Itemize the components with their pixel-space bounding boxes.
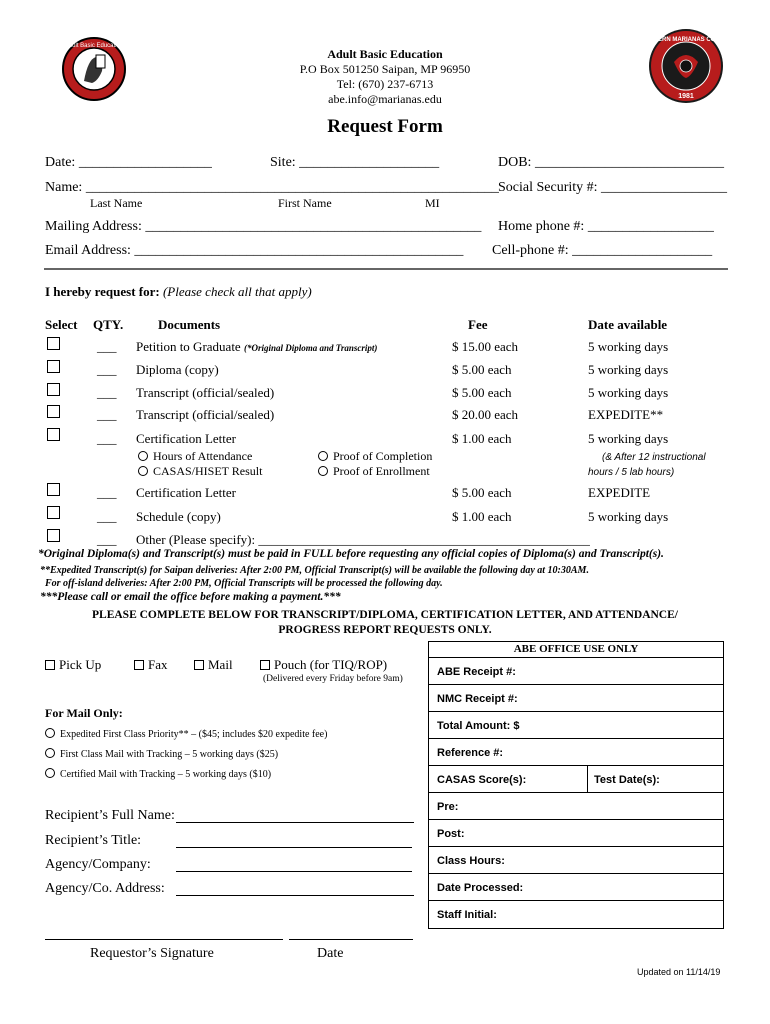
option-label: Proof of Enrollment bbox=[333, 464, 430, 478]
select-checkbox[interactable] bbox=[47, 428, 60, 441]
request-note: (Please check all that apply) bbox=[162, 284, 312, 299]
mi-label: MI bbox=[425, 196, 440, 210]
mail-option-label: Certified Mail with Tracking – 5 working days ($10) bbox=[60, 769, 272, 780]
other-specify-field[interactable]: Other (Please specify): ___________________________________________________ bbox=[136, 532, 590, 547]
office-date-processed bbox=[429, 874, 723, 901]
instructions-line-1: PLEASE COMPLETE BELOW FOR TRANSCRIPT/DIPLOMA, CERTIFICATION LETTER, AND ATTENDANCE/ bbox=[92, 609, 678, 621]
office-use-box bbox=[428, 641, 724, 929]
option-proof-completion[interactable] bbox=[318, 449, 432, 464]
qty-field[interactable]: ___ bbox=[97, 509, 117, 524]
qty-field[interactable]: ___ bbox=[97, 431, 117, 446]
fee-value: $ 15.00 each bbox=[452, 339, 519, 354]
doc-label: Petition to Graduate bbox=[136, 339, 241, 354]
org-address: P.O Box 501250 Saipan, MP 96950 bbox=[299, 62, 471, 76]
fee-value: $ 20.00 each bbox=[452, 407, 519, 422]
checkbox-icon[interactable] bbox=[194, 660, 204, 670]
recipient-name-line[interactable] bbox=[176, 822, 414, 823]
office-label: Pre: bbox=[437, 801, 459, 813]
delivery-label: Pick Up bbox=[59, 657, 102, 672]
agency-line[interactable] bbox=[176, 871, 412, 872]
office-staff-initial bbox=[429, 901, 723, 928]
page-title: Request Form bbox=[327, 116, 443, 137]
agency-label: Agency/Company: bbox=[45, 857, 151, 872]
radio-icon[interactable] bbox=[138, 466, 148, 476]
fee-value: $ 5.00 each bbox=[452, 485, 512, 500]
radio-icon[interactable] bbox=[138, 451, 148, 461]
avail-value: 5 working days bbox=[588, 385, 669, 400]
doc-label: Transcript (official/sealed) bbox=[136, 385, 275, 400]
nmc-logo-text: NORTHERN MARIANAS COLLEGE bbox=[636, 37, 736, 43]
fee-value: $ 5.00 each bbox=[452, 385, 512, 400]
note-original: *Original Diploma(s) and Transcript(s) must be paid in FULL before requesting any official copies of Diploma(s) and Transcript(s). bbox=[38, 548, 664, 560]
delivery-mail[interactable] bbox=[194, 657, 233, 673]
updated-date: Updated on 11/14/19 bbox=[637, 967, 721, 977]
option-hours-attendance[interactable] bbox=[138, 449, 252, 464]
delivery-label: Pouch (for TIQ/ROP) bbox=[274, 657, 388, 672]
checkbox-icon[interactable] bbox=[260, 660, 270, 670]
org-email: abe.info@marianas.edu bbox=[328, 92, 442, 106]
option-label: Hours of Attendance bbox=[153, 449, 253, 463]
avail-value: 5 working days bbox=[588, 339, 669, 354]
request-heading bbox=[45, 284, 312, 300]
fee-value: $ 1.00 each bbox=[452, 509, 512, 524]
office-label: Date Processed: bbox=[437, 882, 524, 894]
col-documents: Documents bbox=[158, 317, 221, 332]
office-label: Total Amount: $ bbox=[437, 720, 520, 732]
qty-field[interactable]: ___ bbox=[97, 339, 117, 354]
nmc-logo-year: 1981 bbox=[678, 93, 694, 100]
office-total bbox=[429, 712, 723, 739]
radio-icon[interactable] bbox=[45, 728, 55, 738]
radio-icon[interactable] bbox=[318, 451, 328, 461]
select-checkbox[interactable] bbox=[47, 405, 60, 418]
office-post bbox=[429, 820, 723, 847]
fee-value: $ 1.00 each bbox=[452, 431, 512, 446]
divider bbox=[44, 268, 728, 270]
avail-value: 5 working days bbox=[588, 431, 669, 446]
delivery-label: Mail bbox=[208, 657, 233, 672]
col-qty: QTY. bbox=[93, 317, 124, 332]
doc-label: Transcript (official/sealed) bbox=[136, 407, 275, 422]
signature-date-label: Date bbox=[317, 946, 344, 961]
doc-note: (*Original Diploma and Transcript) bbox=[243, 343, 378, 353]
office-label: CASAS Score(s): bbox=[437, 774, 527, 786]
qty-field[interactable]: ___ bbox=[97, 532, 117, 547]
office-abe-receipt bbox=[429, 658, 723, 685]
qty-field[interactable]: ___ bbox=[97, 362, 117, 377]
org-name: Adult Basic Education bbox=[327, 47, 443, 61]
name-field[interactable]: Name: ___________________________________________________________ bbox=[45, 180, 499, 195]
signature-line[interactable] bbox=[45, 939, 283, 940]
mail-option-label: Expedited First Class Priority** – ($45; includes $20 expedite fee) bbox=[60, 729, 328, 740]
recipient-title-line[interactable] bbox=[176, 847, 412, 848]
org-tel: Tel: (670) 237-6713 bbox=[336, 77, 434, 91]
dob-field[interactable]: DOB: ___________________________ bbox=[498, 155, 724, 170]
email-field[interactable]: Email Address: _______________________________________________ bbox=[45, 243, 464, 258]
radio-icon[interactable] bbox=[45, 768, 55, 778]
checkbox-icon[interactable] bbox=[134, 660, 144, 670]
recipient-name-label: Recipient’s Full Name: bbox=[45, 808, 175, 823]
doc-petition bbox=[136, 339, 377, 355]
mail-option-expedited[interactable] bbox=[45, 728, 327, 740]
select-checkbox[interactable] bbox=[47, 337, 60, 350]
home-phone-field[interactable]: Home phone #: __________________ bbox=[498, 219, 714, 234]
doc-label: Diploma (copy) bbox=[136, 362, 219, 377]
nmc-logo bbox=[636, 28, 736, 104]
avail-value: 5 working days bbox=[588, 362, 669, 377]
qty-field[interactable]: ___ bbox=[97, 385, 117, 400]
select-checkbox[interactable] bbox=[47, 383, 60, 396]
delivery-pickup[interactable] bbox=[45, 657, 101, 673]
qty-field[interactable]: ___ bbox=[97, 485, 117, 500]
ssn-field[interactable]: Social Security #: __________________ bbox=[498, 180, 728, 195]
option-casas-result[interactable] bbox=[138, 464, 262, 479]
abe-logo bbox=[62, 37, 126, 101]
last-name-label: Last Name bbox=[90, 196, 143, 210]
avail-value: 5 working days bbox=[588, 509, 669, 524]
mail-option-first-class[interactable] bbox=[45, 748, 278, 760]
office-label: Post: bbox=[437, 828, 465, 840]
doc-label: Certification Letter bbox=[136, 485, 236, 500]
radio-icon[interactable] bbox=[45, 748, 55, 758]
mail-option-label: First Class Mail with Tracking – 5 working days ($25) bbox=[60, 749, 279, 760]
col-date-available: Date available bbox=[588, 317, 668, 332]
office-label: NMC Receipt #: bbox=[437, 693, 518, 705]
mail-option-certified[interactable] bbox=[45, 768, 271, 780]
doc-label: Schedule (copy) bbox=[136, 509, 221, 524]
office-test-dates bbox=[587, 766, 660, 792]
select-checkbox[interactable] bbox=[47, 529, 60, 542]
office-label: ABE Receipt #: bbox=[437, 666, 516, 678]
delivery-label: Fax bbox=[148, 657, 168, 672]
cert-note-1: (& After 12 instructional bbox=[602, 452, 706, 463]
select-checkbox[interactable] bbox=[47, 506, 60, 519]
site-field[interactable]: Site: ____________________ bbox=[270, 155, 440, 170]
office-class-hours bbox=[429, 847, 723, 874]
qty-field[interactable]: ___ bbox=[97, 407, 117, 422]
instructions-line-2: PROGRESS REPORT REQUESTS ONLY. bbox=[278, 624, 492, 636]
fee-value: $ 5.00 each bbox=[452, 362, 512, 377]
checkbox-icon[interactable] bbox=[45, 660, 55, 670]
office-nmc-receipt bbox=[429, 685, 723, 712]
delivery-fax[interactable] bbox=[134, 657, 168, 673]
mail-only-heading: For Mail Only: bbox=[45, 706, 123, 720]
note-offisland: For off-island deliveries: After 2:00 PM, Official Transcripts will be processed the following day. bbox=[45, 578, 443, 589]
mailing-field[interactable]: Mailing Address: ________________________________________________ bbox=[45, 219, 482, 234]
pouch-note: (Delivered every Friday before 9am) bbox=[263, 674, 403, 684]
office-pre bbox=[429, 793, 723, 820]
option-proof-enrollment[interactable] bbox=[318, 464, 430, 479]
col-select: Select bbox=[45, 317, 78, 332]
avail-value: EXPEDITE** bbox=[588, 407, 664, 422]
office-label: Reference #: bbox=[437, 747, 504, 759]
office-label: Test Date(s): bbox=[594, 774, 660, 786]
office-label: Staff Initial: bbox=[437, 909, 497, 921]
delivery-pouch[interactable] bbox=[260, 657, 387, 673]
col-fee: Fee bbox=[468, 317, 488, 332]
cell-phone-field[interactable]: Cell-phone #: ____________________ bbox=[492, 243, 713, 258]
office-reference bbox=[429, 739, 723, 766]
note-call: ***Please call or email the office before making a payment.*** bbox=[40, 591, 341, 603]
select-checkbox[interactable] bbox=[47, 483, 60, 496]
office-label: Class Hours: bbox=[437, 855, 505, 867]
request-lead: I hereby request for: bbox=[45, 284, 160, 299]
signature-label: Requestor’s Signature bbox=[90, 946, 214, 961]
recipient-title-label: Recipient’s Title: bbox=[45, 833, 142, 848]
option-label: CASAS/HISET Result bbox=[153, 464, 263, 478]
select-checkbox[interactable] bbox=[47, 360, 60, 373]
first-name-label: First Name bbox=[278, 196, 332, 210]
note-expedited: **Expedited Transcript(s) for Saipan deliveries: After 2:00 PM, Official Transcript(s) will be available the following day at 10:30AM. bbox=[40, 565, 589, 576]
agency-address-line[interactable] bbox=[176, 895, 414, 896]
agency-address-label: Agency/Co. Address: bbox=[45, 881, 165, 896]
doc-label: Certification Letter bbox=[136, 431, 236, 446]
avail-value: EXPEDITE bbox=[588, 485, 651, 500]
option-label: Proof of Completion bbox=[333, 449, 433, 463]
cert-note-2: hours / 5 lab hours) bbox=[588, 467, 675, 478]
abe-logo-text: Adult Basic Education bbox=[64, 43, 124, 49]
radio-icon[interactable] bbox=[318, 466, 328, 476]
date-field[interactable]: Date: ___________________ bbox=[45, 155, 212, 170]
office-title: ABE OFFICE USE ONLY bbox=[429, 642, 723, 658]
office-casas bbox=[429, 766, 723, 793]
signature-date-line[interactable] bbox=[289, 939, 413, 940]
